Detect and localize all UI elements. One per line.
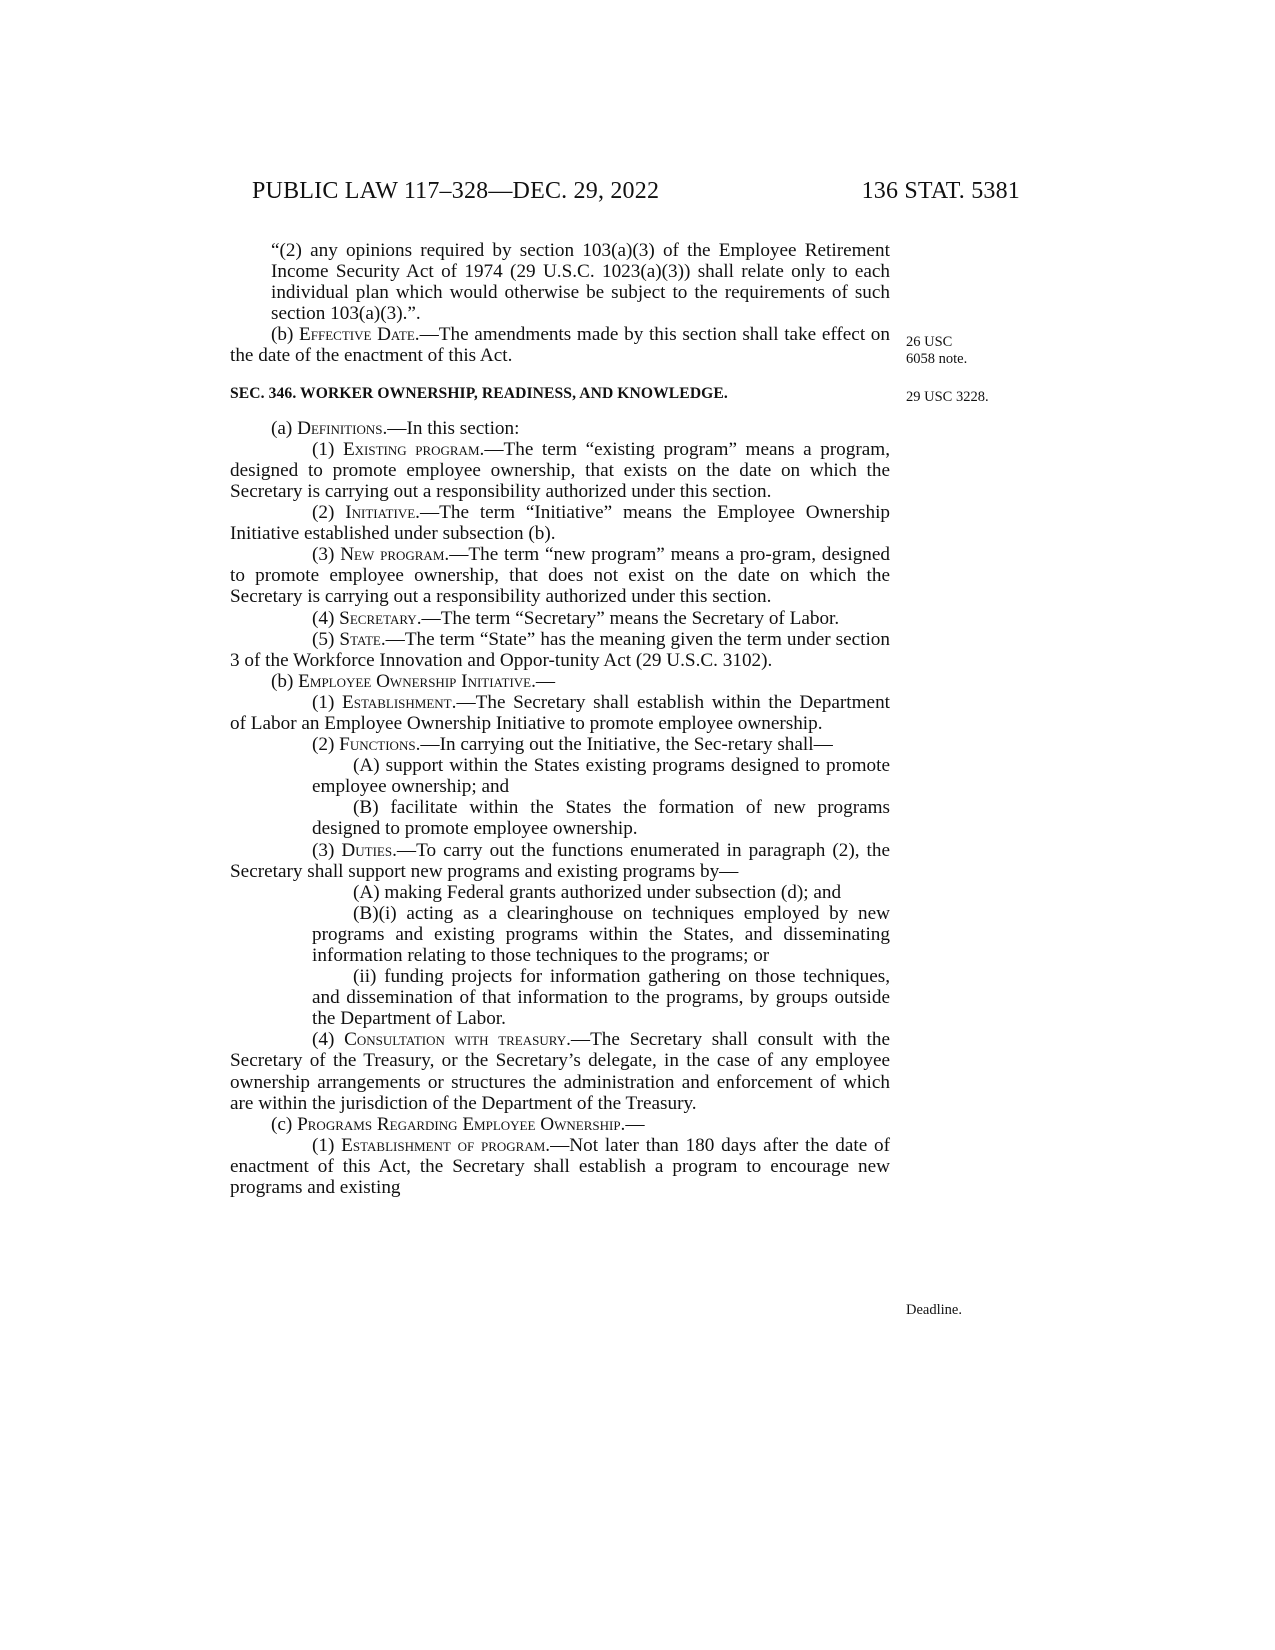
paragraph-b2-a: (A) support within the States existing programs designed to promote employee ownership; and bbox=[312, 755, 890, 798]
quoted-paragraph-2: “(2) any opinions required by section 103(a)(3) of the Employee Retirement Income Security Act of 1974 (29 U.S.C. 1023(a)(3)) shall relate only to each individual plan which would otherwise be subject to the requirements of such section 103(a)(3).”. bbox=[271, 240, 890, 325]
paragraph-a3: (3) New program.—The term “new program” means a pro-gram, designed to promote employee ownership, that does not exist on the date on which the Secretary is carrying out a responsibility authorized under this section. bbox=[230, 544, 891, 608]
statute-page-number: 136 STAT. 5381 bbox=[861, 178, 1020, 204]
paragraph-b3-a: (A) making Federal grants authorized under subsection (d); and bbox=[353, 881, 842, 903]
section-heading: SEC. 346. WORKER OWNERSHIP, READINESS, AND KNOWLEDGE. bbox=[230, 384, 728, 402]
paragraph-b4: (4) Consultation with treasury.—The Secretary shall consult with the Secretary of the Treasury, or the Secretary’s delegate, in the case of any employee ownership arrangements or structures the administration and enforcement of which are within the jurisdiction of the Department of the Treasury. bbox=[230, 1029, 890, 1114]
paragraph-c1: (1) Establishment of program.—Not later than 180 days after the date of enactment of this Act, the Secretary shall establish a program to encourage new programs and existing bbox=[230, 1134, 890, 1199]
margin-note-usc-6058: 26 USC 6058 note. bbox=[906, 334, 968, 367]
paragraph-a4: (4) Secretary.—The term “Secretary” means the Secretary of Labor. bbox=[312, 607, 840, 629]
paragraph-b3: (3) Duties.—To carry out the functions enumerated in paragraph (2), the Secretary shall support new programs and existing programs by— bbox=[230, 839, 890, 882]
margin-note-usc-3228: 29 USC 3228. bbox=[906, 389, 989, 405]
paragraph-a5: (5) State.—The term “State” has the meaning given the term under section 3 of the Workforce Innovation and Oppor-tunity Act (29 U.S.C. 3102). bbox=[230, 628, 890, 671]
subsection-b-effective-date: (b) Effective Date.—The amendments made by this section shall take effect on the date of the enactment of this Act. bbox=[230, 324, 890, 367]
paragraph-a2: (2) Initiative.—The term “Initiative” means the Employee Ownership Initiative established under subsection (b). bbox=[230, 502, 890, 545]
running-head-title: PUBLIC LAW 117–328—DEC. 29, 2022 bbox=[252, 178, 660, 204]
paragraph-b2: (2) Functions.—In carrying out the Initiative, the Sec-retary shall— bbox=[312, 734, 833, 756]
paragraph-b3-b-i: (B)(i) acting as a clearinghouse on techniques employed by new programs and existing programs within the States, and disseminating information relating to those techniques to the programs; or bbox=[312, 902, 890, 966]
paragraph-a1: (1) Existing program.—The term “existing program” means a program, designed to promote employee ownership, that exists on the date on which the Secretary is carrying out a responsibility authorized under this section. bbox=[230, 438, 890, 502]
margin-note-deadline: Deadline. bbox=[906, 1302, 962, 1318]
paragraph-b2-b: (B) facilitate within the States the formation of new programs designed to promote employee ownership. bbox=[312, 797, 890, 840]
subsection-a-definitions: (a) Definitions.—In this section: bbox=[271, 417, 520, 439]
paragraph-b3-b-ii: (ii) funding projects for information gathering on those techniques, and dissemination of that information to the programs, by groups outside the Department of Labor. bbox=[312, 966, 890, 1030]
subsection-c-programs: (c) Programs Regarding Employee Ownership.— bbox=[271, 1113, 645, 1135]
paragraph-b1: (1) Establishment.—The Secretary shall establish within the Department of Labor an Employee Ownership Initiative to promote employee ownership. bbox=[230, 691, 890, 734]
subsection-b-initiative: (b) Employee Ownership Initiative.— bbox=[271, 670, 556, 692]
running-head bbox=[230, 178, 1020, 208]
document-body bbox=[230, 240, 890, 1198]
